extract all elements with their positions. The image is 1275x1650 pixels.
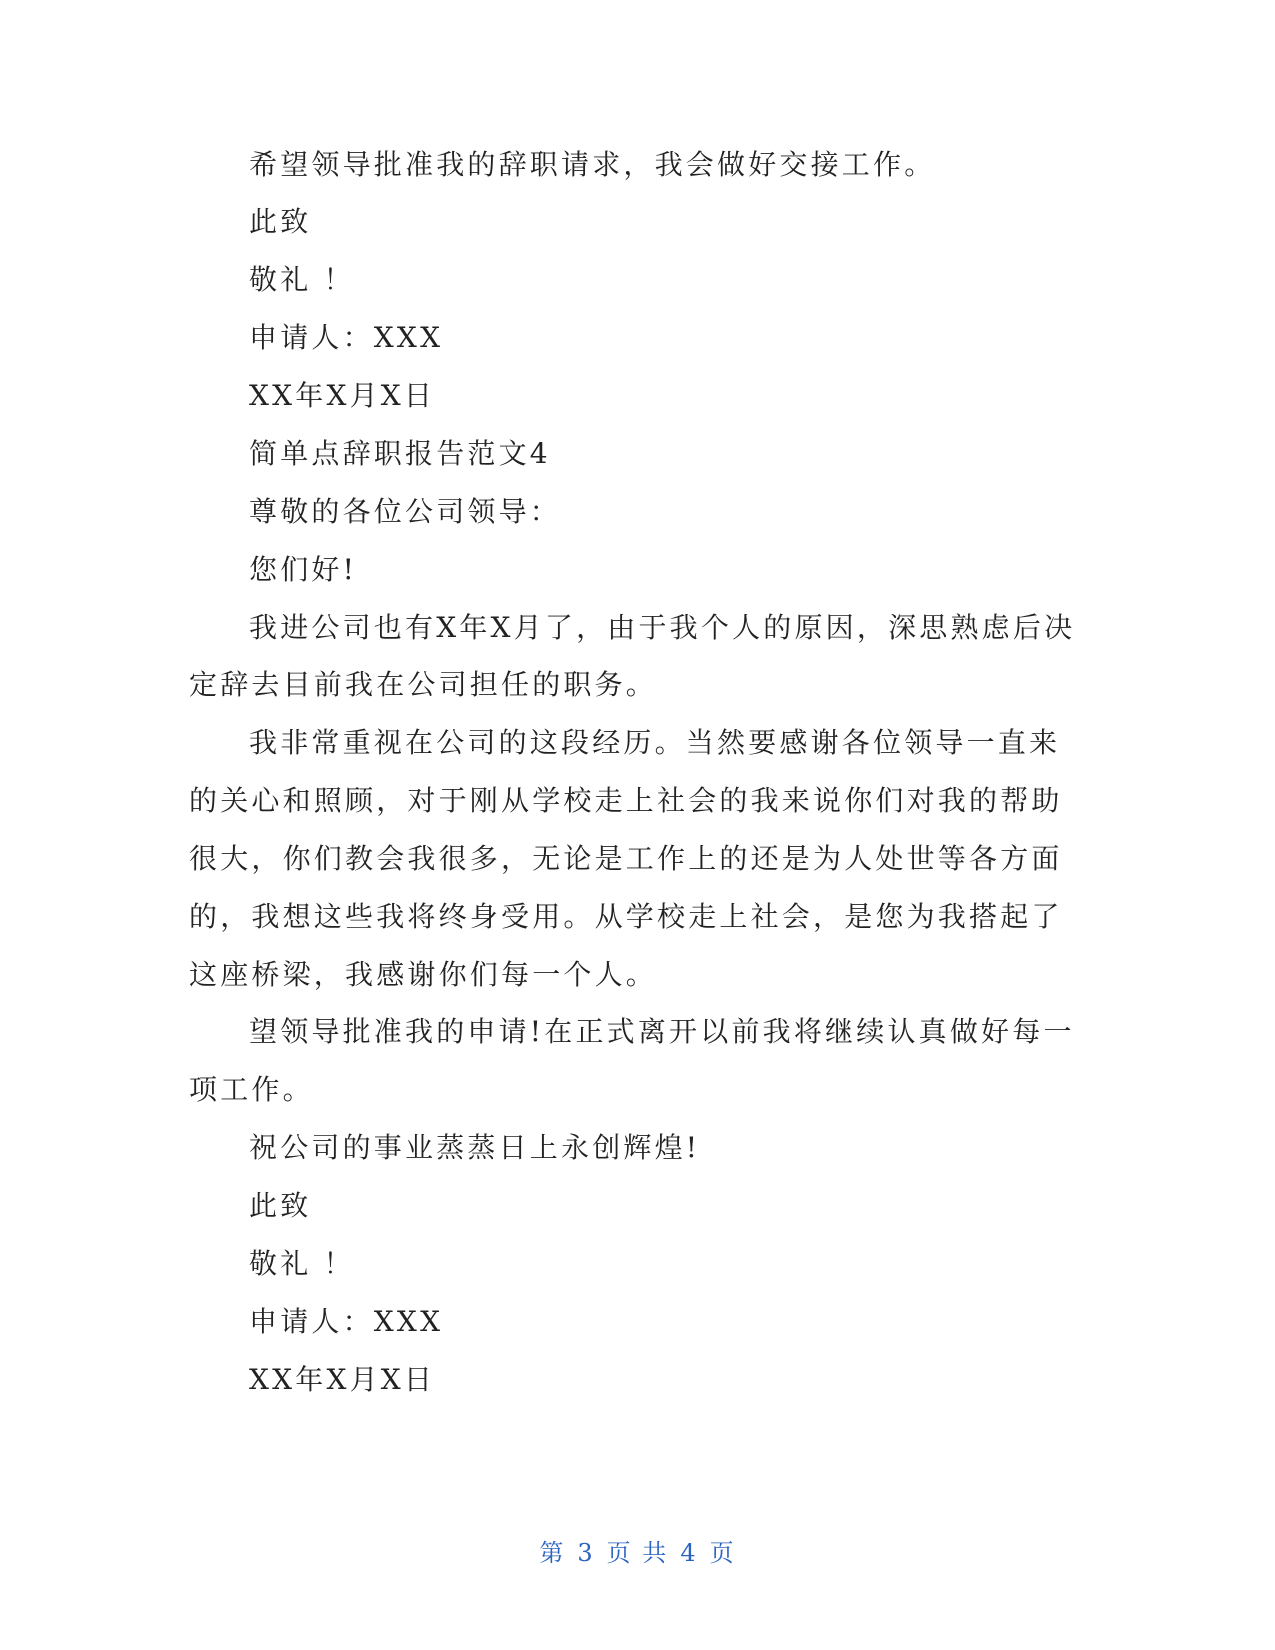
- wish-line: 祝公司的事业蒸蒸日上永创辉煌!: [249, 1131, 701, 1164]
- page-label-suffix: 页: [709, 1539, 736, 1567]
- page-footer: [0, 1538, 1275, 1568]
- applicant-signature: 申请人：XXX: [249, 321, 444, 354]
- page-label-prefix: 第: [539, 1539, 566, 1567]
- closing-regards: 敬礼 ！: [249, 1247, 355, 1280]
- section-heading: 简单点辞职报告范文4: [249, 437, 551, 470]
- closing-regards: 敬礼 ！: [249, 263, 355, 296]
- total-pages-number: 4: [680, 1539, 698, 1567]
- paragraph-line: 的关心和照顾，对于刚从学校走上社会的我来说你们对我的帮助: [189, 784, 1063, 817]
- greeting-recipient: 尊敬的各位公司领导：: [249, 495, 562, 528]
- current-page-number: 3: [577, 1539, 595, 1567]
- applicant-signature: 申请人：XXX: [249, 1305, 444, 1338]
- paragraph-line: 我非常重视在公司的这段经历。当然要感谢各位领导一直来: [249, 726, 1061, 759]
- paragraph-line: 项工作。: [189, 1073, 314, 1106]
- closing-salutation: 此致: [249, 205, 312, 238]
- greeting-line: 您们好!: [249, 553, 358, 586]
- paragraph-line: 望领导批准我的申请!在正式离开以前我将继续认真做好每一: [249, 1015, 1075, 1048]
- paragraph-line: 希望领导批准我的辞职请求，我会做好交接工作。: [249, 148, 936, 181]
- closing-salutation: 此致: [249, 1189, 312, 1222]
- paragraph-line: 定辞去目前我在公司担任的职务。: [189, 668, 658, 701]
- date-line: XX年X月X日: [249, 1363, 436, 1396]
- paragraph-line: 很大，你们教会我很多，无论是工作上的还是为人处世等各方面: [189, 842, 1063, 875]
- page-label-mid: 页 共: [606, 1539, 669, 1567]
- paragraph-line: 的，我想这些我将终身受用。从学校走上社会，是您为我搭起了: [189, 900, 1063, 933]
- paragraph-line: 这座桥梁，我感谢你们每一个人。: [189, 958, 658, 991]
- paragraph-line: 我进公司也有X年X月了，由于我个人的原因，深思熟虑后决: [249, 611, 1076, 644]
- date-line: XX年X月X日: [249, 379, 436, 412]
